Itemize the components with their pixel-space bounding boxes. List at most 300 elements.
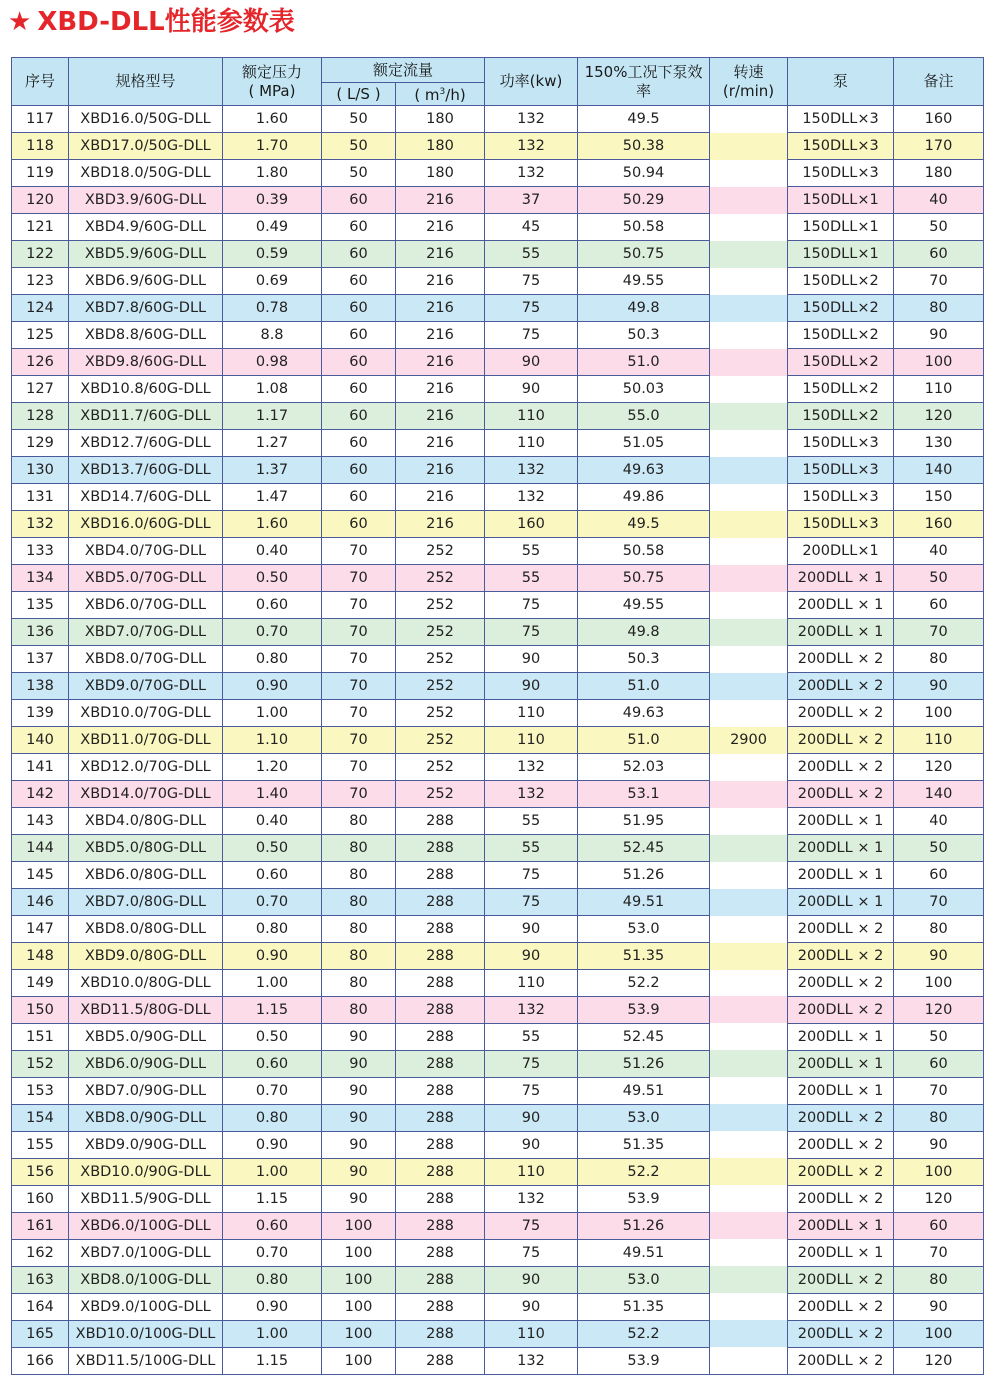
cell-seq: 120 (12, 187, 69, 214)
cell-ls: 80 (322, 835, 396, 862)
cell-pressure: 0.98 (223, 349, 322, 376)
cell-pump: 150DLL×3 (788, 160, 894, 187)
cell-power: 75 (485, 1240, 578, 1267)
cell-ls: 100 (322, 1240, 396, 1267)
cell-seq: 129 (12, 430, 69, 457)
speed-band (710, 1293, 787, 1320)
cell-power: 90 (485, 1294, 578, 1321)
cell-remark: 90 (894, 322, 984, 349)
table-row (12, 1078, 984, 1105)
cell-model: XBD8.0/90G-DLL (69, 1105, 223, 1132)
cell-seq: 125 (12, 322, 69, 349)
cell-model: XBD6.0/90G-DLL (69, 1051, 223, 1078)
cell-m3h: 216 (396, 403, 485, 430)
cell-power: 110 (485, 430, 578, 457)
speed-band (710, 754, 787, 781)
cell-eff: 51.26 (578, 1051, 710, 1078)
cell-power: 90 (485, 1267, 578, 1294)
cell-remark: 80 (894, 295, 984, 322)
cell-seq: 165 (12, 1321, 69, 1348)
cell-seq: 154 (12, 1105, 69, 1132)
speed-band (710, 1266, 787, 1293)
cell-pump: 200DLL × 2 (788, 673, 894, 700)
speed-band (710, 835, 787, 862)
table-row (12, 862, 984, 889)
cell-remark: 120 (894, 403, 984, 430)
cell-seq: 131 (12, 484, 69, 511)
cell-remark: 160 (894, 511, 984, 538)
cell-ls: 90 (322, 1078, 396, 1105)
table-row (12, 916, 984, 943)
cell-pressure: 1.15 (223, 1186, 322, 1213)
cell-pump: 150DLL×2 (788, 268, 894, 295)
speed-band (710, 484, 787, 511)
cell-ls: 100 (322, 1321, 396, 1348)
cell-power: 132 (485, 133, 578, 160)
cell-m3h: 252 (396, 727, 485, 754)
cell-pressure: 1.27 (223, 430, 322, 457)
cell-pump: 150DLL×2 (788, 295, 894, 322)
cell-remark: 60 (894, 592, 984, 619)
cell-ls: 70 (322, 727, 396, 754)
cell-model: XBD4.0/70G-DLL (69, 538, 223, 565)
cell-ls: 90 (322, 1132, 396, 1159)
speed-band (710, 943, 787, 970)
cell-pump: 150DLL×3 (788, 133, 894, 160)
cell-model: XBD6.0/80G-DLL (69, 862, 223, 889)
cell-ls: 60 (322, 295, 396, 322)
cell-ls: 80 (322, 970, 396, 997)
cell-model: XBD5.0/90G-DLL (69, 1024, 223, 1051)
cell-m3h: 288 (396, 1186, 485, 1213)
cell-ls: 70 (322, 646, 396, 673)
cell-ls: 60 (322, 322, 396, 349)
speed-band (710, 808, 787, 835)
cell-pump: 150DLL×2 (788, 376, 894, 403)
cell-remark: 170 (894, 133, 984, 160)
cell-m3h: 252 (396, 700, 485, 727)
cell-pump: 200DLL × 2 (788, 1186, 894, 1213)
cell-m3h: 288 (396, 1051, 485, 1078)
cell-remark: 40 (894, 538, 984, 565)
cell-pressure: 1.15 (223, 997, 322, 1024)
cell-m3h: 288 (396, 943, 485, 970)
cell-seq: 139 (12, 700, 69, 727)
cell-model: XBD17.0/50G-DLL (69, 133, 223, 160)
cell-pump: 150DLL×2 (788, 349, 894, 376)
table-row (12, 1159, 984, 1186)
cell-pressure: 0.69 (223, 268, 322, 295)
cell-seq: 132 (12, 511, 69, 538)
table-row (12, 1294, 984, 1321)
cell-pressure: 0.78 (223, 295, 322, 322)
cell-eff: 49.55 (578, 268, 710, 295)
cell-remark: 50 (894, 1024, 984, 1051)
page-title-text: XBD-DLL性能参数表 (37, 7, 295, 37)
cell-pressure: 0.70 (223, 889, 322, 916)
cell-pump: 150DLL×3 (788, 106, 894, 133)
cell-m3h: 216 (396, 241, 485, 268)
table-row (12, 538, 984, 565)
cell-power: 110 (485, 727, 578, 754)
cell-eff: 52.2 (578, 1321, 710, 1348)
cell-pressure: 0.70 (223, 619, 322, 646)
cell-pressure: 1.10 (223, 727, 322, 754)
cell-remark: 80 (894, 1105, 984, 1132)
cell-power: 90 (485, 673, 578, 700)
cell-power: 37 (485, 187, 578, 214)
cell-eff: 53.9 (578, 1348, 710, 1375)
cell-eff: 50.75 (578, 565, 710, 592)
cell-power: 55 (485, 808, 578, 835)
speed-band (710, 430, 787, 457)
table-row (12, 727, 984, 754)
cell-pump: 200DLL × 1 (788, 1213, 894, 1240)
cell-power: 75 (485, 862, 578, 889)
cell-pressure: 0.60 (223, 862, 322, 889)
cell-m3h: 288 (396, 1267, 485, 1294)
cell-pressure: 0.39 (223, 187, 322, 214)
cell-m3h: 288 (396, 862, 485, 889)
cell-power: 75 (485, 1051, 578, 1078)
cell-m3h: 252 (396, 646, 485, 673)
cell-pressure: 0.50 (223, 565, 322, 592)
cell-model: XBD12.7/60G-DLL (69, 430, 223, 457)
cell-pump: 200DLL × 2 (788, 700, 894, 727)
table-row (12, 133, 984, 160)
cell-ls: 70 (322, 619, 396, 646)
table-row (12, 1186, 984, 1213)
cell-model: XBD16.0/60G-DLL (69, 511, 223, 538)
cell-model: XBD10.0/80G-DLL (69, 970, 223, 997)
cell-pump: 150DLL×2 (788, 322, 894, 349)
cell-power: 55 (485, 565, 578, 592)
cell-seq: 121 (12, 214, 69, 241)
cell-m3h: 288 (396, 1159, 485, 1186)
cell-pressure: 0.59 (223, 241, 322, 268)
header-remark: 备注 (894, 58, 984, 106)
speed-band (710, 133, 787, 160)
table-row (12, 160, 984, 187)
cell-ls: 70 (322, 754, 396, 781)
cell-pressure: 0.70 (223, 1078, 322, 1105)
cell-remark: 100 (894, 970, 984, 997)
cell-model: XBD11.5/80G-DLL (69, 997, 223, 1024)
cell-pump: 200DLL × 2 (788, 1348, 894, 1375)
cell-pump: 200DLL × 1 (788, 862, 894, 889)
cell-m3h: 180 (396, 133, 485, 160)
cell-pump: 150DLL×3 (788, 484, 894, 511)
table-row (12, 565, 984, 592)
cell-power: 75 (485, 1078, 578, 1105)
cell-eff: 50.38 (578, 133, 710, 160)
cell-m3h: 180 (396, 160, 485, 187)
speed-band (710, 322, 787, 349)
header-pressure-unit: ( MPa) (248, 81, 296, 100)
cell-seq: 162 (12, 1240, 69, 1267)
cell-pump: 150DLL×1 (788, 214, 894, 241)
cell-eff: 52.2 (578, 970, 710, 997)
cell-remark: 80 (894, 646, 984, 673)
speed-band (710, 538, 787, 565)
speed-band (710, 619, 787, 646)
cell-pump: 200DLL × 2 (788, 916, 894, 943)
cell-power: 110 (485, 403, 578, 430)
cell-remark: 60 (894, 1051, 984, 1078)
cell-ls: 70 (322, 700, 396, 727)
cell-seq: 155 (12, 1132, 69, 1159)
cell-m3h: 216 (396, 349, 485, 376)
table-row (12, 997, 984, 1024)
table-row (12, 1348, 984, 1375)
table-row (12, 106, 984, 133)
cell-pressure: 1.00 (223, 1159, 322, 1186)
table-row (12, 889, 984, 916)
cell-power: 160 (485, 511, 578, 538)
speed-band (710, 592, 787, 619)
cell-ls: 60 (322, 187, 396, 214)
cell-m3h: 216 (396, 376, 485, 403)
cell-m3h: 288 (396, 916, 485, 943)
cell-model: XBD6.0/100G-DLL (69, 1213, 223, 1240)
cell-eff: 49.51 (578, 889, 710, 916)
cell-remark: 60 (894, 241, 984, 268)
cell-m3h: 288 (396, 1348, 485, 1375)
cell-remark: 60 (894, 862, 984, 889)
cell-remark: 60 (894, 1213, 984, 1240)
cell-pressure: 0.50 (223, 1024, 322, 1051)
cell-pressure: 0.80 (223, 916, 322, 943)
cell-eff: 51.0 (578, 727, 710, 754)
cell-ls: 80 (322, 862, 396, 889)
cell-ls: 90 (322, 1186, 396, 1213)
cell-m3h: 252 (396, 565, 485, 592)
cell-model: XBD13.7/60G-DLL (69, 457, 223, 484)
cell-ls: 70 (322, 592, 396, 619)
speed-band (710, 1212, 787, 1239)
header-speed-unit: (r/min) (722, 81, 775, 100)
cell-model: XBD7.0/80G-DLL (69, 889, 223, 916)
cell-m3h: 288 (396, 1078, 485, 1105)
cell-eff: 49.51 (578, 1240, 710, 1267)
table-row (12, 376, 984, 403)
cell-power: 90 (485, 1132, 578, 1159)
cell-seq: 142 (12, 781, 69, 808)
cell-power: 132 (485, 160, 578, 187)
cell-pump: 200DLL × 2 (788, 1294, 894, 1321)
cell-m3h: 288 (396, 808, 485, 835)
cell-ls: 90 (322, 1159, 396, 1186)
cell-ls: 60 (322, 214, 396, 241)
cell-ls: 80 (322, 808, 396, 835)
cell-ls: 80 (322, 943, 396, 970)
speed-band (710, 241, 787, 268)
cell-model: XBD14.7/60G-DLL (69, 484, 223, 511)
cell-eff: 49.51 (578, 1078, 710, 1105)
cell-pressure: 1.37 (223, 457, 322, 484)
table-row (12, 457, 984, 484)
table-row (12, 781, 984, 808)
speed-band (710, 1320, 787, 1347)
cell-seq: 124 (12, 295, 69, 322)
table-row (12, 1240, 984, 1267)
cell-eff: 49.63 (578, 700, 710, 727)
cell-seq: 163 (12, 1267, 69, 1294)
cell-m3h: 252 (396, 781, 485, 808)
cell-power: 55 (485, 241, 578, 268)
cell-seq: 149 (12, 970, 69, 997)
speed-band (710, 1050, 787, 1077)
cell-eff: 53.0 (578, 1267, 710, 1294)
cell-pressure: 0.60 (223, 1213, 322, 1240)
cell-pressure: 1.15 (223, 1348, 322, 1375)
header-power: 功率(kw) (485, 58, 578, 106)
cell-ls: 70 (322, 781, 396, 808)
cell-model: XBD9.8/60G-DLL (69, 349, 223, 376)
cell-remark: 40 (894, 187, 984, 214)
cell-speed (710, 106, 788, 1375)
table-row (12, 592, 984, 619)
cell-remark: 50 (894, 835, 984, 862)
cell-seq: 144 (12, 835, 69, 862)
table-row (12, 754, 984, 781)
cell-power: 75 (485, 268, 578, 295)
cell-pump: 200DLL × 2 (788, 1267, 894, 1294)
cell-pressure: 0.49 (223, 214, 322, 241)
cell-m3h: 288 (396, 1105, 485, 1132)
page-title (8, 2, 295, 42)
cell-power: 132 (485, 997, 578, 1024)
cell-pump: 200DLL×1 (788, 538, 894, 565)
cell-m3h: 252 (396, 673, 485, 700)
cell-pump: 200DLL × 2 (788, 1321, 894, 1348)
cell-remark: 180 (894, 160, 984, 187)
cell-pressure: 1.17 (223, 403, 322, 430)
cell-eff: 49.55 (578, 592, 710, 619)
cell-pressure: 1.60 (223, 106, 322, 133)
header-flow-m3h (396, 83, 485, 106)
cell-seq: 146 (12, 889, 69, 916)
speed-band (710, 511, 787, 538)
cell-eff: 50.03 (578, 376, 710, 403)
speed-band (710, 187, 787, 214)
cell-pump: 150DLL×2 (788, 403, 894, 430)
cell-ls: 90 (322, 1024, 396, 1051)
cell-pump: 200DLL × 1 (788, 1051, 894, 1078)
cell-pressure: 0.60 (223, 1051, 322, 1078)
cell-pressure: 0.80 (223, 1105, 322, 1132)
speed-band (710, 646, 787, 673)
cell-m3h: 216 (396, 268, 485, 295)
cell-remark: 150 (894, 484, 984, 511)
cell-seq: 145 (12, 862, 69, 889)
cell-remark: 100 (894, 1159, 984, 1186)
speed-band (710, 1131, 787, 1158)
cell-seq: 151 (12, 1024, 69, 1051)
cell-seq: 137 (12, 646, 69, 673)
cell-model: XBD7.8/60G-DLL (69, 295, 223, 322)
cell-pump: 200DLL × 2 (788, 781, 894, 808)
cell-ls: 60 (322, 403, 396, 430)
cell-pump: 200DLL × 1 (788, 565, 894, 592)
cell-seq: 118 (12, 133, 69, 160)
cell-power: 110 (485, 970, 578, 997)
cell-model: XBD6.9/60G-DLL (69, 268, 223, 295)
cell-pressure: 1.00 (223, 1321, 322, 1348)
table-row (12, 1105, 984, 1132)
cell-ls: 60 (322, 349, 396, 376)
speed-band (710, 673, 787, 700)
table-row (12, 943, 984, 970)
cell-model: XBD9.0/80G-DLL (69, 943, 223, 970)
table-header (12, 58, 984, 106)
cell-ls: 80 (322, 889, 396, 916)
cell-m3h: 288 (396, 1321, 485, 1348)
cell-seq: 130 (12, 457, 69, 484)
cell-ls: 100 (322, 1213, 396, 1240)
cell-pressure: 1.20 (223, 754, 322, 781)
header-flow-ls: ( L/S ) (322, 83, 396, 106)
cell-pressure: 1.47 (223, 484, 322, 511)
speed-band (710, 1347, 787, 1374)
cell-model: XBD4.9/60G-DLL (69, 214, 223, 241)
cell-power: 132 (485, 781, 578, 808)
table-row (12, 1267, 984, 1294)
speed-band (710, 1239, 787, 1266)
speed-band (710, 160, 787, 187)
cell-model: XBD6.0/70G-DLL (69, 592, 223, 619)
cell-ls: 70 (322, 565, 396, 592)
cell-model: XBD10.0/100G-DLL (69, 1321, 223, 1348)
cell-model: XBD7.0/100G-DLL (69, 1240, 223, 1267)
cell-m3h: 216 (396, 187, 485, 214)
speed-value: 2900 (730, 732, 767, 749)
table-row (12, 268, 984, 295)
cell-eff: 50.75 (578, 241, 710, 268)
cell-remark: 100 (894, 1321, 984, 1348)
header-pressure (223, 58, 322, 106)
cell-model: XBD5.0/70G-DLL (69, 565, 223, 592)
cell-pressure: 0.70 (223, 1240, 322, 1267)
cell-remark: 90 (894, 1132, 984, 1159)
cell-m3h: 216 (396, 295, 485, 322)
cell-model: XBD5.9/60G-DLL (69, 241, 223, 268)
cell-m3h: 288 (396, 889, 485, 916)
cell-model: XBD11.5/100G-DLL (69, 1348, 223, 1375)
cell-seq: 122 (12, 241, 69, 268)
cell-model: XBD9.0/90G-DLL (69, 1132, 223, 1159)
cell-pump: 200DLL × 1 (788, 889, 894, 916)
cell-ls: 100 (322, 1348, 396, 1375)
cell-eff: 55.0 (578, 403, 710, 430)
cell-pump: 200DLL × 2 (788, 943, 894, 970)
header-flow-m3h-post: /h) (445, 86, 466, 104)
cell-m3h: 252 (396, 538, 485, 565)
cell-m3h: 288 (396, 1294, 485, 1321)
cell-pump: 200DLL × 1 (788, 592, 894, 619)
cell-pressure: 0.90 (223, 1294, 322, 1321)
cell-pump: 200DLL × 2 (788, 997, 894, 1024)
cell-ls: 50 (322, 106, 396, 133)
speed-band (710, 727, 787, 754)
cell-eff: 49.63 (578, 457, 710, 484)
cell-power: 75 (485, 322, 578, 349)
cell-ls: 60 (322, 484, 396, 511)
speed-band (710, 1023, 787, 1050)
cell-ls: 80 (322, 916, 396, 943)
table-row (12, 619, 984, 646)
cell-model: XBD3.9/60G-DLL (69, 187, 223, 214)
